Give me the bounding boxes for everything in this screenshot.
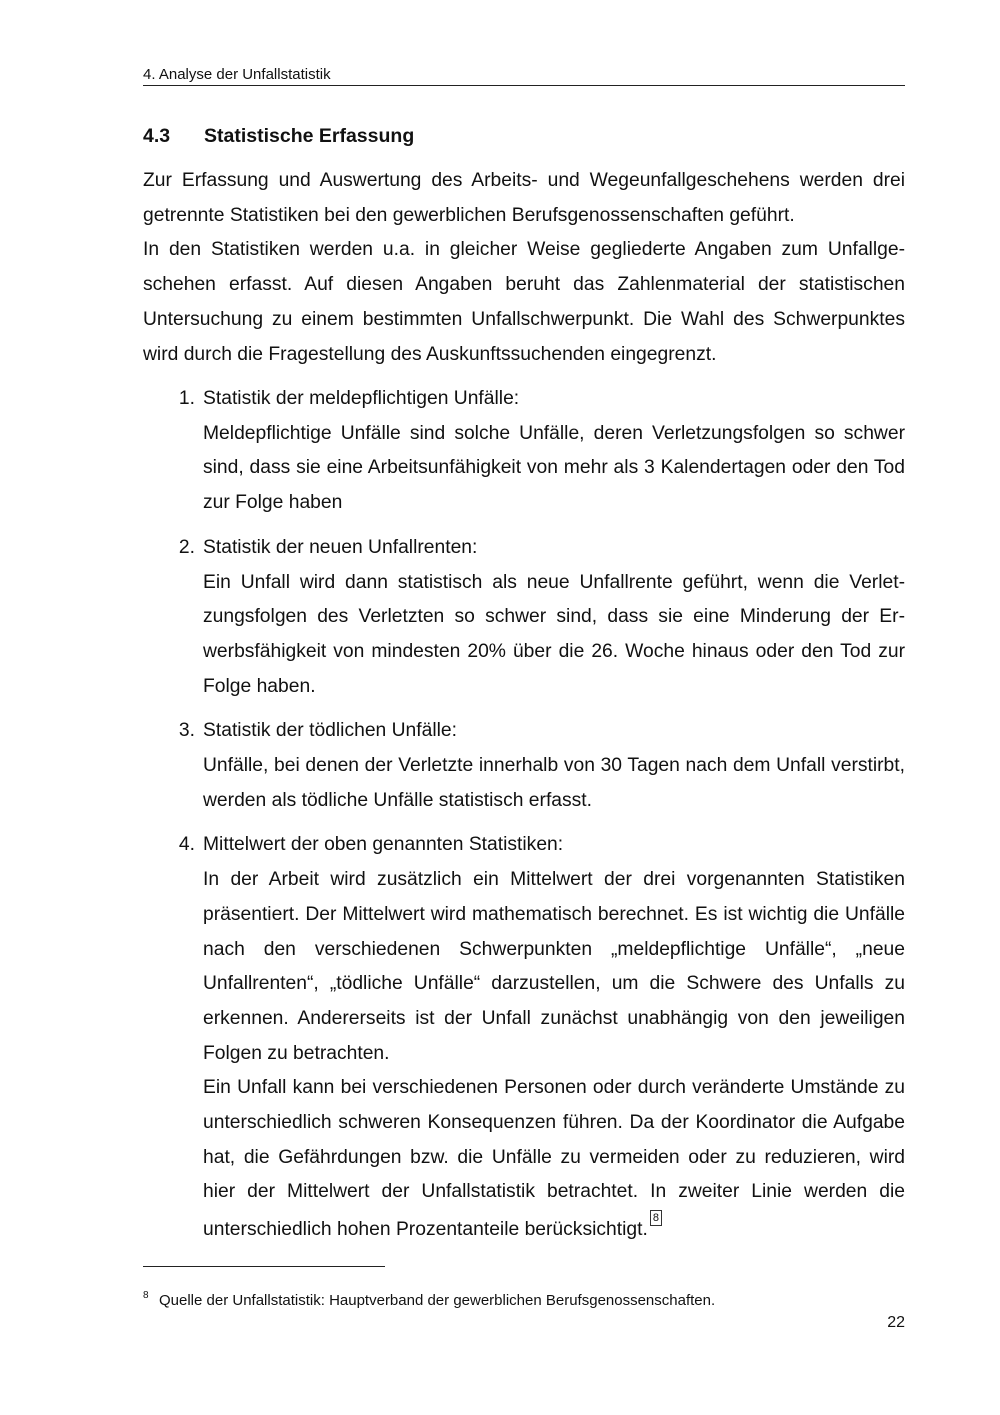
list-item-paragraph: Meldepflichtige Unfälle sind solche Unfälle, deren Verletzungsfolgen so schwer sind, dass sie eine Arbeitsunfähigkeit von mehr als 3 Kalendertagen oder den Tod zur Folge haben xyxy=(203,422,905,514)
list-item-number: 1. xyxy=(178,388,195,409)
list-item xyxy=(143,714,905,818)
list-item xyxy=(143,382,905,521)
list-item-number: 3. xyxy=(178,720,195,742)
list-item xyxy=(143,828,905,1247)
intro-paragraph: In den Statistiken werden u.a. in gleicher Weise gegliederte Angaben zum Unfallgeschehen erfasst. Auf diesen Angaben beruht das Zahlenmaterial der statistischen Untersuchung zu einem bestimmten Unfallschwerpunkt. Die Wahl des Schwerpunktes wird durch die Fragestellung des Auskunftssuchenden eingegrenzt. xyxy=(143,239,905,365)
footnote xyxy=(143,1285,715,1312)
section-heading xyxy=(143,124,414,148)
list-item-title: Statistik der meldepflichtigen Unfälle: xyxy=(203,388,520,409)
list-item-title: Statistik der tödlichen Unfälle: xyxy=(203,720,457,742)
statistics-list xyxy=(143,382,905,1258)
list-item-paragraph: Ein Unfall wird dann statistisch als neue Unfallrente geführt, wenn die Verletzungsfolgen des Verletzten so schwer sind, dass sie eine Minderung der Erwerbsfähigkeit von mindesten 20% über die 26. Woche hinaus oder den Tod zur Folge haben. xyxy=(203,571,905,697)
footnote-reference-link[interactable]: 8 xyxy=(650,1210,662,1226)
running-head: 4. Analyse der Unfallstatistik xyxy=(143,66,905,86)
intro-paragraph: Zur Erfassung und Auswertung des Arbeits- und Wegeunfallgeschehens werden drei getrennte Statistiken bei den gewerblichen Berufsgenossenschaften geführt. xyxy=(143,170,905,226)
section-title: Statistische Erfassung xyxy=(204,125,415,147)
list-item-paragraph-text: Ein Unfall kann bei verschiedenen Personen oder durch veränderte Umstände zu unterschiedlich schweren Konsequenzen führen. Da der Koordinator die Aufgabe hat, die Gefährdungen bzw. die Unfälle zu vermeiden oder zu reduzieren, wird hier der Mittelwert der Unfallstatistik betrachtet. In zweiter Linie werden die unterschiedlich hohen Prozentanteile berücksichtigt. xyxy=(203,1077,905,1241)
list-item-description xyxy=(203,863,905,1248)
list-item-title: Mittelwert der oben genannten Statistiken: xyxy=(203,834,564,856)
footnote-number: 8 xyxy=(143,1290,149,1301)
intro-text xyxy=(143,164,905,372)
list-item-number: 4. xyxy=(178,834,195,856)
page-number: 22 xyxy=(887,1314,905,1331)
section-number: 4.3 xyxy=(143,125,171,147)
footnote-text: Quelle der Unfallstatistik: Hauptverband der gewerblichen Berufsgenossenschaften. xyxy=(159,1292,716,1309)
list-item xyxy=(143,531,905,705)
list-item-description xyxy=(203,749,905,818)
list-item-number: 2. xyxy=(178,536,195,558)
list-item-title: Statistik der neuen Unfallrenten: xyxy=(203,536,478,558)
list-item-paragraph xyxy=(203,1071,905,1248)
list-item-paragraph: In der Arbeit wird zusätzlich ein Mittelwert der drei vorgenannten Statistiken präsentiert. Der Mittelwert wird mathematisch berechnet. Es ist wichtig die Unfälle nach den verschiedenen Schwerpunkten „meldepflichtige Unfälle“, „neue Unfallrenten“, „tödliche Unfälle“ darzustellen, um die Schwere des Unfalls zu erkennen. Andererseits ist der Unfall zunächst unabhängig von den jeweiligen Folgen zu betrachten. xyxy=(203,869,905,1064)
list-item-paragraph: Unfälle, bei denen der Verletzte innerhalb von 30 Tagen nach dem Unfall verstirbt, werden als tödliche Unfälle statistisch erfasst. xyxy=(203,755,905,811)
list-item-description xyxy=(203,566,905,705)
list-item-description xyxy=(203,417,905,521)
footnote-separator xyxy=(143,1266,385,1267)
